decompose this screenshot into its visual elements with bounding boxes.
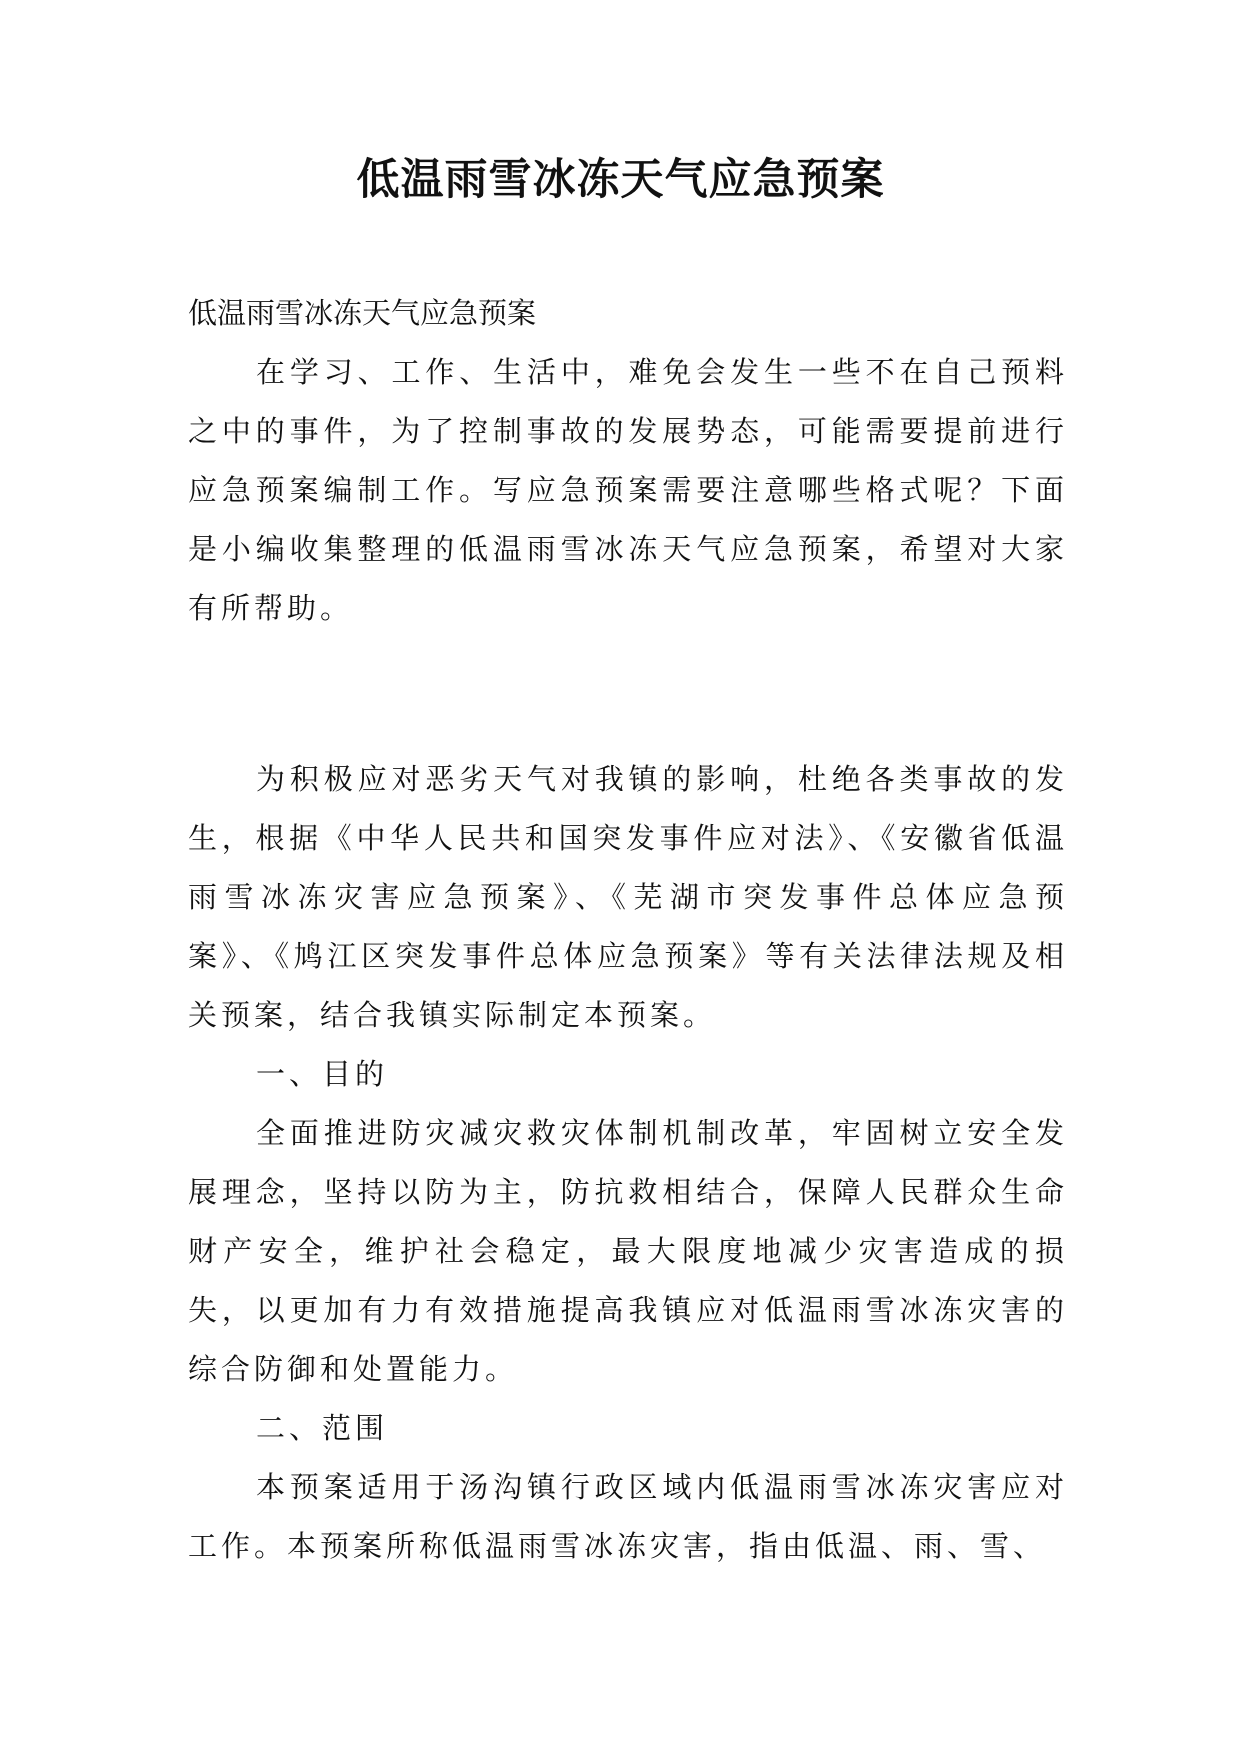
basis-paragraph: 为积极应对恶劣天气对我镇的影响，杜绝各类事故的发生，根据《中华人民共和国突发事件应对法》、《安徽省低温雨雪冰冻灾害应急预案》、《芜湖市突发事件总体应急预案》、《鸠江区突发事件总体应急预案》等有关法律法规及相关预案，结合我镇实际制定本预案。 (188, 762, 1068, 1032)
intro-paragraph: 在学习、工作、生活中，难免会发生一些不在自己预料之中的事件，为了控制事故的发展势态，可能需要提前进行应急预案编制工作。写应急预案需要注意哪些格式呢？下面是小编收集整理的低温雨雪冰冻天气应急预案，希望对大家有所帮助。 (188, 355, 1068, 625)
intro-block (188, 343, 1068, 638)
section-paragraph-scope: 本预案适用于汤沟镇行政区域内低温雨雪冰冻灾害应对工作。本预案所称低温雨雪冰冻灾害，指由低温、雨、雪、 (188, 1470, 1068, 1563)
section-heading-scope: 二、范围 (256, 1411, 389, 1445)
main-content (188, 750, 1068, 1576)
document-subtitle: 低温雨雪冰冻天气应急预案 (188, 296, 537, 330)
document-title: 低温雨雪冰冻天气应急预案 (356, 155, 885, 205)
section-paragraph-purpose: 全面推进防灾减灾救灾体制机制改革，牢固树立安全发展理念，坚持以防为主，防抗救相结合，保障人民群众生命财产安全，维护社会稳定，最大限度地减少灾害造成的损失，以更加有力有效措施提高我镇应对低温雨雪冰冻灾害的综合防御和处置能力。 (188, 1116, 1068, 1386)
section-heading-purpose: 一、目的 (256, 1057, 389, 1091)
